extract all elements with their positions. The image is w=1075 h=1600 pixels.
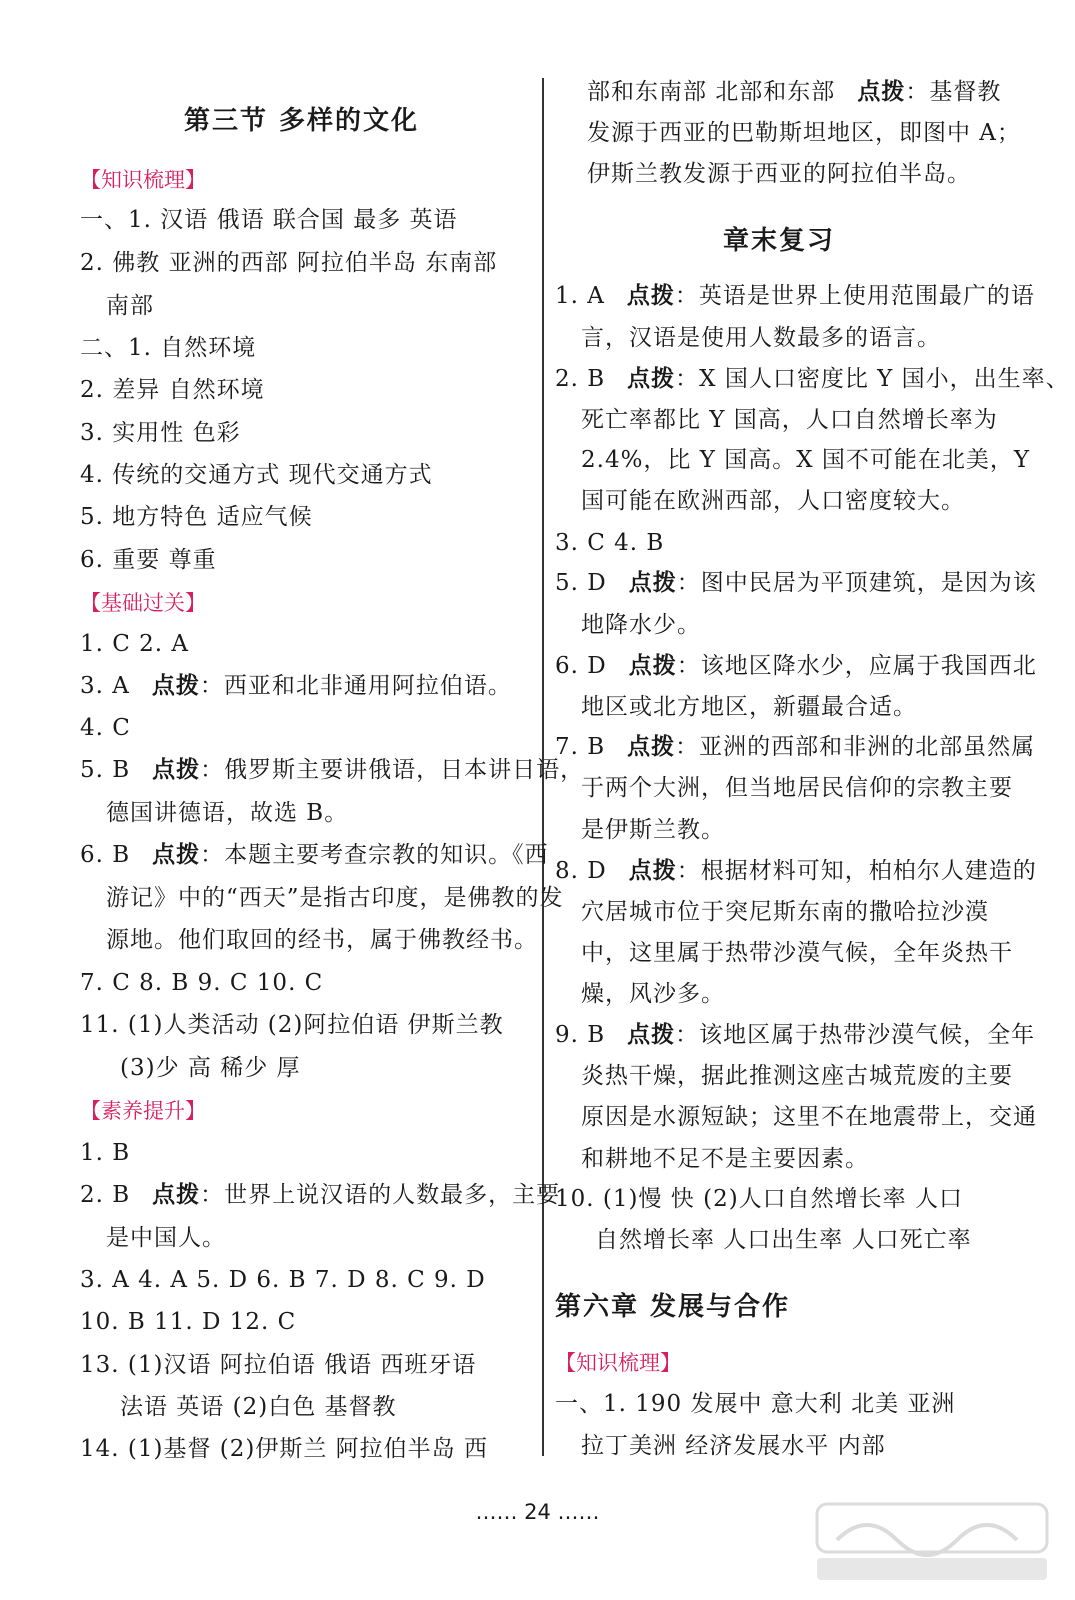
line: 3. A 点拨：西亚和北非通用阿拉伯语。 <box>80 673 512 699</box>
line: 3. C 4. B <box>555 530 665 556</box>
line: 拉丁美洲 经济发展水平 内部 <box>581 1433 886 1459</box>
line: 法语 英语 (2)白色 基督教 <box>120 1394 397 1420</box>
line: 6. B 点拨：本题主要考查宗教的知识。《西 <box>80 842 549 868</box>
line: 2. B 点拨：X 国人口密度比 Y 国小，出生率、 <box>555 366 1070 392</box>
line: 1. B <box>80 1140 131 1166</box>
line: 死亡率都比 Y 国高，人口自然增长率为 <box>581 407 998 433</box>
line: 2. B 点拨：世界上说汉语的人数最多，主要 <box>80 1182 561 1208</box>
line: 2.4%，比 Y 国高。X 国不可能在北美，Y <box>581 447 1031 473</box>
line: 地区或北方地区，新疆最合适。 <box>581 694 917 720</box>
line: 自然增长率 人口出生率 人口死亡率 <box>595 1227 972 1253</box>
line: 是伊斯兰教。 <box>581 817 725 843</box>
line: 3. A 4. A 5. D 6. B 7. D 8. C 9. D <box>80 1267 486 1293</box>
line: (3)少 高 稀少 厚 <box>120 1055 301 1081</box>
line: 于两个大洲，但当地居民信仰的宗教主要 <box>581 775 1013 801</box>
line: 13. (1)汉语 阿拉伯语 俄语 西班牙语 <box>80 1352 477 1378</box>
section-title: 第三节 多样的文化 <box>184 106 420 136</box>
line: 4. C <box>80 715 131 741</box>
line: 5. D 点拨：图中民居为平顶建筑，是因为该 <box>555 570 1037 596</box>
line: 1. C 2. A <box>80 631 190 657</box>
tag-knowledge-2: 【 知识梳理 】 <box>555 1348 681 1378</box>
line: 国可能在欧洲西部，人口密度较大。 <box>581 488 965 514</box>
chapter-title: 第六章 发展与合作 <box>555 1292 791 1322</box>
line: 1. A 点拨：英语是世界上使用范围最广的语 <box>555 283 1035 309</box>
line: 9. B 点拨：该地区属于热带沙漠气候，全年 <box>555 1022 1036 1048</box>
line: 游记》中的“西天”是指古印度，是佛教的发 <box>106 885 564 911</box>
tag-knowledge: 【 知识梳理 】 <box>80 165 206 195</box>
line: 3. 实用性 色彩 <box>80 420 241 446</box>
line: 7. B 点拨：亚洲的西部和非洲的北部虽然属 <box>555 734 1036 760</box>
line: 11. (1)人类活动 (2)阿拉伯语 伊斯兰教 <box>80 1012 504 1038</box>
watermark-logo <box>807 1496 1057 1586</box>
line: 源地。他们取回的经书，属于佛教经书。 <box>106 927 538 953</box>
tag-improve: 【 素养提升 】 <box>80 1096 206 1126</box>
line: 言，汉语是使用人数最多的语言。 <box>581 325 941 351</box>
line: 伊斯兰教发源于西亚的阿拉伯半岛。 <box>587 161 971 187</box>
line: 8. D 点拨：根据材料可知，柏柏尔人建造的 <box>555 858 1037 884</box>
line: 地降水少。 <box>581 612 701 638</box>
line: 2. 差异 自然环境 <box>80 377 265 403</box>
line: 一、1. 汉语 俄语 联合国 最多 英语 <box>80 207 458 233</box>
line: 和耕地不足不是主要因素。 <box>581 1146 869 1172</box>
line: 中，这里属于热带沙漠气候，全年炎热干 <box>581 940 1013 966</box>
line: 德国讲德语，故选 B。 <box>106 800 349 826</box>
tag-basic: 【 基础过关 】 <box>80 588 206 618</box>
line: 是中国人。 <box>106 1225 226 1251</box>
line: 原因是水源短缺；这里不在地震带上，交通 <box>581 1104 1037 1130</box>
line: 炎热干燥，据此推测这座古城荒废的主要 <box>581 1063 1013 1089</box>
line: 7. C 8. B 9. C 10. C <box>80 970 324 996</box>
line: 南部 <box>106 293 154 319</box>
line: 二、1. 自然环境 <box>80 335 257 361</box>
page-number: …… 24 …… <box>475 1500 600 1524</box>
line: 4. 传统的交通方式 现代交通方式 <box>80 462 433 488</box>
line: 6. 重要 尊重 <box>80 547 217 573</box>
line: 6. D 点拨：该地区降水少，应属于我国西北 <box>555 653 1037 679</box>
line: 2. 佛教 亚洲的西部 阿拉伯半岛 东南部 <box>80 250 498 276</box>
line: 穴居城市位于突尼斯东南的撒哈拉沙漠 <box>581 899 989 925</box>
line: 发源于西亚的巴勒斯坦地区，即图中 A； <box>587 120 1021 146</box>
line: 5. B 点拨：俄罗斯主要讲俄语，日本讲日语， <box>80 757 585 783</box>
line: 14. (1)基督 (2)伊斯兰 阿拉伯半岛 西 <box>80 1436 488 1462</box>
line: 10. (1)慢 快 (2)人口自然增长率 人口 <box>555 1186 963 1212</box>
line: 10. B 11. D 12. C <box>80 1309 297 1335</box>
line: 一、1. 190 发展中 意大利 北美 亚洲 <box>555 1391 956 1417</box>
line: 燥，风沙多。 <box>581 981 725 1007</box>
line: 部和东南部 北部和东部 点拨：基督教 <box>587 79 1002 105</box>
line: 5. 地方特色 适应气候 <box>80 504 313 530</box>
review-title: 章末复习 <box>723 226 836 256</box>
